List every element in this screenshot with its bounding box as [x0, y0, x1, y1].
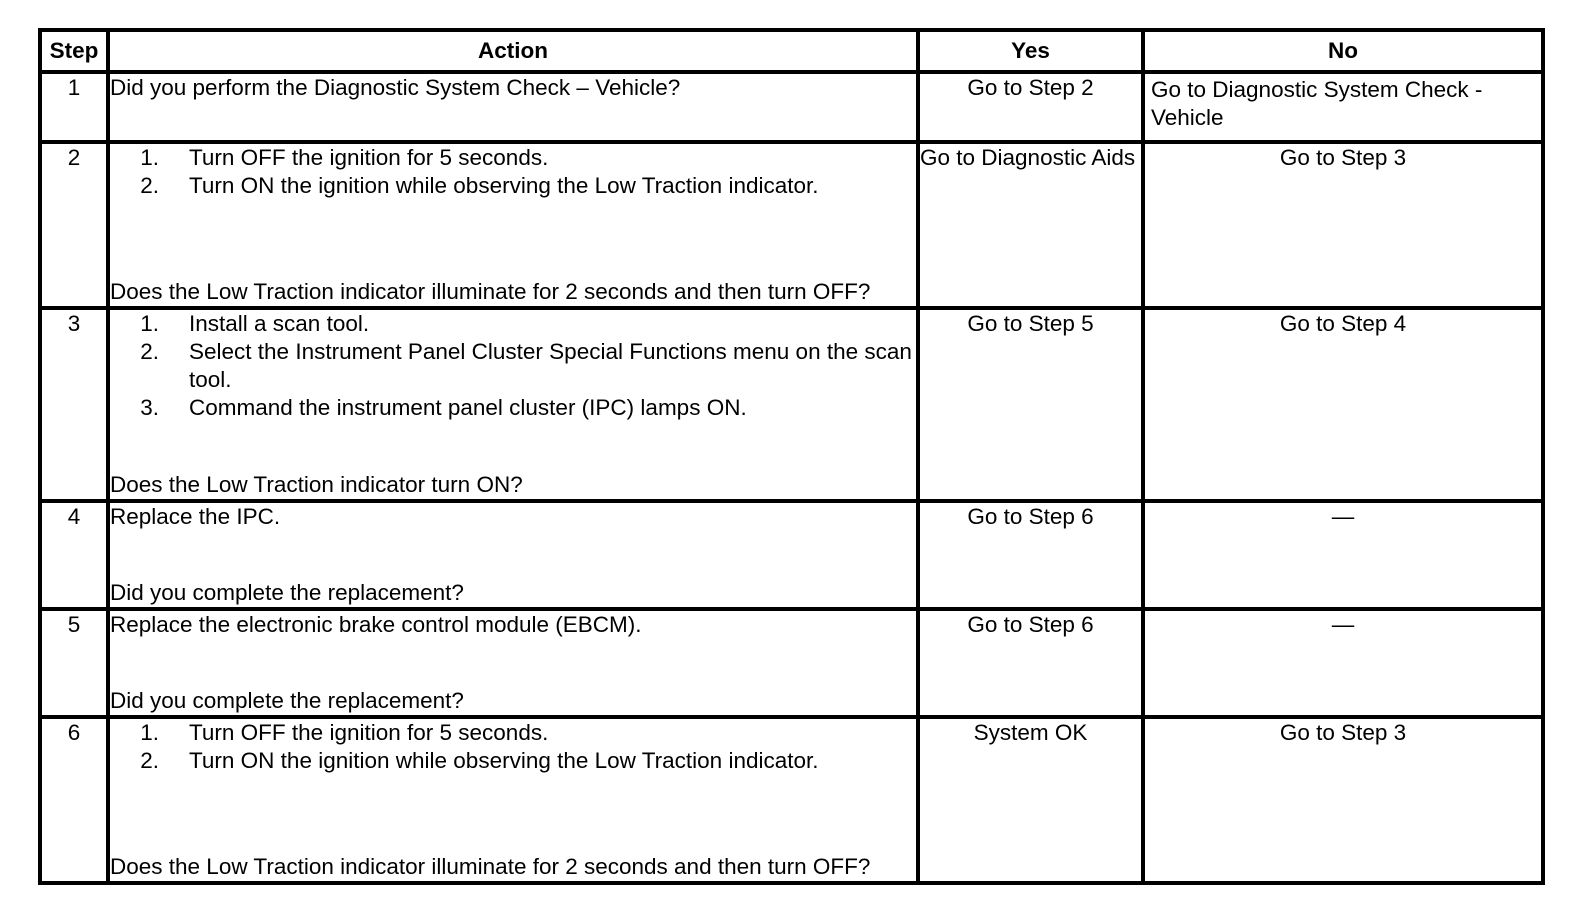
instruction-text: Select the Instrument Panel Cluster Special Functions menu on the scan tool.	[189, 339, 912, 392]
instruction-text: Turn ON the ignition while observing the Low Traction indicator.	[189, 173, 819, 198]
action-cell	[108, 609, 918, 717]
action-cell	[108, 501, 918, 609]
instruction-text: Install a scan tool.	[189, 311, 370, 336]
header-no: No	[1143, 30, 1543, 72]
step-number: 3	[40, 308, 108, 501]
step-number: 4	[40, 501, 108, 609]
yes-outcome: System OK	[918, 717, 1143, 883]
table-row-step-4	[40, 501, 1543, 609]
action-cell	[108, 142, 918, 308]
action-intro: Replace the IPC.	[110, 504, 281, 529]
instruction-number: 1.	[140, 720, 159, 745]
instruction-number: 2.	[140, 173, 159, 198]
table-row-step-6	[40, 717, 1543, 883]
instruction-item	[110, 394, 916, 422]
table-header-row	[40, 30, 1543, 72]
instruction-number: 3.	[140, 395, 159, 420]
instruction-text: Command the instrument panel cluster (IPC) lamps ON.	[189, 395, 747, 420]
instruction-item	[110, 310, 916, 338]
table-row-step-5	[40, 609, 1543, 717]
yes-outcome: Go to Step 6	[918, 609, 1143, 717]
instruction-item	[110, 144, 916, 172]
action-question: Did you complete the replacement?	[110, 580, 464, 605]
header-step: Step	[40, 30, 108, 72]
instruction-list	[110, 310, 916, 422]
table-row-step-1	[40, 72, 1543, 142]
instruction-list	[110, 144, 916, 200]
header-action: Action	[108, 30, 918, 72]
instruction-list	[110, 719, 916, 775]
no-outcome: —	[1143, 501, 1543, 609]
instruction-item	[110, 172, 916, 200]
table-row-step-2	[40, 142, 1543, 308]
yes-outcome: Go to Step 5	[918, 308, 1143, 501]
instruction-number: 2.	[140, 748, 159, 773]
instruction-item	[110, 747, 916, 775]
step-number: 1	[40, 72, 108, 142]
step-number: 6	[40, 717, 108, 883]
action-question: Did you perform the Diagnostic System Check – Vehicle?	[110, 75, 681, 100]
no-outcome: Go to Diagnostic System Check - Vehicle	[1143, 72, 1543, 142]
action-cell	[108, 717, 918, 883]
no-outcome: Go to Step 4	[1143, 308, 1543, 501]
no-outcome: Go to Step 3	[1143, 717, 1543, 883]
action-question: Does the Low Traction indicator illuminate for 2 seconds and then turn OFF?	[110, 854, 871, 879]
diagnostic-table	[38, 28, 1545, 885]
yes-outcome: Go to Step 2	[918, 72, 1143, 142]
instruction-item	[110, 719, 916, 747]
instruction-item	[110, 338, 916, 394]
yes-outcome: Go to Step 6	[918, 501, 1143, 609]
header-yes: Yes	[918, 30, 1143, 72]
action-cell	[108, 308, 918, 501]
instruction-text: Turn OFF the ignition for 5 seconds.	[189, 145, 549, 170]
instruction-text: Turn OFF the ignition for 5 seconds.	[189, 720, 549, 745]
table-row-step-3	[40, 308, 1543, 501]
action-question: Does the Low Traction indicator illuminate for 2 seconds and then turn OFF?	[110, 279, 871, 304]
action-question: Did you complete the replacement?	[110, 688, 464, 713]
action-cell	[108, 72, 918, 142]
instruction-text: Turn ON the ignition while observing the Low Traction indicator.	[189, 748, 819, 773]
instruction-number: 2.	[140, 339, 159, 364]
instruction-number: 1.	[140, 145, 159, 170]
action-intro: Replace the electronic brake control module (EBCM).	[110, 612, 642, 637]
action-question: Does the Low Traction indicator turn ON?	[110, 472, 523, 497]
no-outcome: Go to Step 3	[1143, 142, 1543, 308]
yes-outcome: Go to Diagnostic Aids	[918, 142, 1143, 308]
step-number: 5	[40, 609, 108, 717]
instruction-number: 1.	[140, 311, 159, 336]
no-outcome: —	[1143, 609, 1543, 717]
step-number: 2	[40, 142, 108, 308]
